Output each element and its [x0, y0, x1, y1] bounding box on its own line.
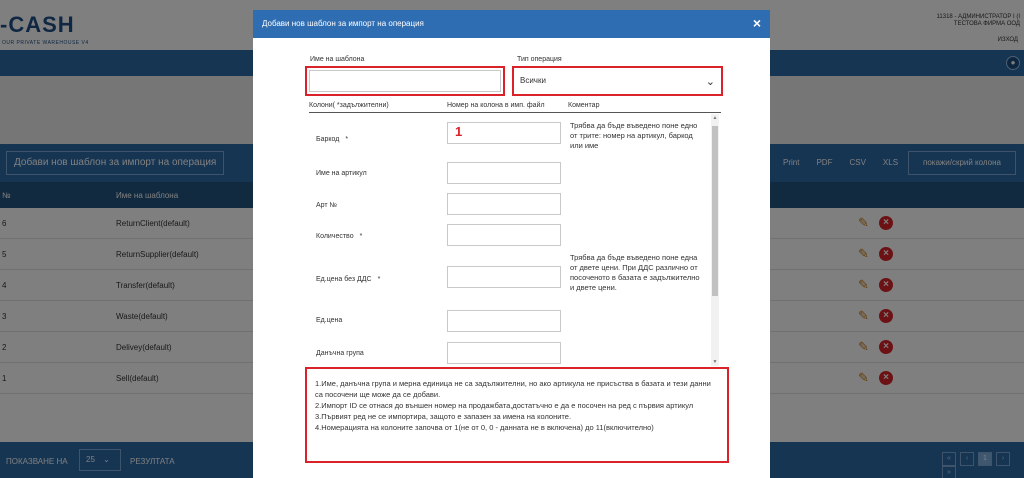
- field-label: Име на артикул: [316, 170, 367, 177]
- field-label: Ед.цена: [316, 317, 343, 324]
- heading-comment: Коментар: [568, 102, 600, 109]
- column-headings: [309, 101, 721, 113]
- note-2: 2.Импорт ID се отнася до външен номер на продажбата,достатъчно е да е посочен на ред с първия артикул: [315, 401, 694, 410]
- unit-price-column-input[interactable]: [447, 310, 561, 332]
- unit-price-no-vat-column-input[interactable]: [447, 266, 561, 288]
- add-template-modal: [253, 10, 770, 478]
- note-4: 4.Номерацията на колоните започва от 1(не от 0, 0 - данната не в включена) до 11(включително): [315, 423, 654, 432]
- note-3: 3.Първият ред не се импортира, защото е запазен за имена на колоните.: [315, 412, 572, 421]
- template-name-label: Име на шаблона: [310, 56, 365, 63]
- modal-header: [253, 10, 770, 38]
- heading-columns: Колони( *задължителни): [309, 102, 389, 109]
- scroll-down-arrow-icon[interactable]: ▼: [712, 359, 718, 365]
- barcode-column-input[interactable]: [447, 122, 561, 144]
- modal-title: Добави нов шаблон за импорт на операция: [262, 19, 424, 28]
- quantity-column-input[interactable]: [447, 224, 561, 246]
- note-1: 1.Име, данъчна група и мерна единица не са задължителни, но ако артикула не присъства в базата и тези данни са посочени ще може да се добави.: [315, 379, 711, 399]
- template-name-highlight: [305, 66, 505, 96]
- operation-type-label: Тип операция: [517, 56, 562, 63]
- field-label: Баркод *: [316, 136, 349, 143]
- operation-type-value: Всички: [520, 76, 546, 85]
- field-label: Ед.цена без ДДС *: [316, 276, 381, 283]
- close-icon[interactable]: ×: [752, 15, 761, 31]
- field-label: Количество *: [316, 233, 363, 240]
- operation-type-select[interactable]: [520, 71, 715, 91]
- art-no-column-input[interactable]: [447, 193, 561, 215]
- operation-type-highlight: [512, 66, 723, 96]
- field-label: Данъчна група: [316, 350, 364, 357]
- template-name-input[interactable]: [309, 70, 501, 92]
- field-hint: Трябва да бъде въведено поне една от двете цени. При ДДС различно от посоченото в базата е задължително и двете цени.: [570, 253, 700, 292]
- import-notes: [305, 367, 729, 463]
- chevron-down-icon: ⌄: [705, 76, 715, 88]
- field-label: Арт №: [316, 202, 338, 209]
- item-name-column-input[interactable]: [447, 162, 561, 184]
- fields-scrollbar-thumb[interactable]: [712, 126, 718, 296]
- annotation-badge: 1: [455, 124, 463, 139]
- column-mapping-list: [309, 114, 721, 366]
- scroll-up-arrow-icon[interactable]: ▲: [712, 115, 718, 121]
- field-hint: Трябва да бъде въведено поне едно от трите: номер на артикул, баркод или име: [570, 121, 698, 150]
- tax-group-column-input[interactable]: [447, 342, 561, 364]
- heading-column-number: Номер на колона в имп. файл: [447, 102, 545, 109]
